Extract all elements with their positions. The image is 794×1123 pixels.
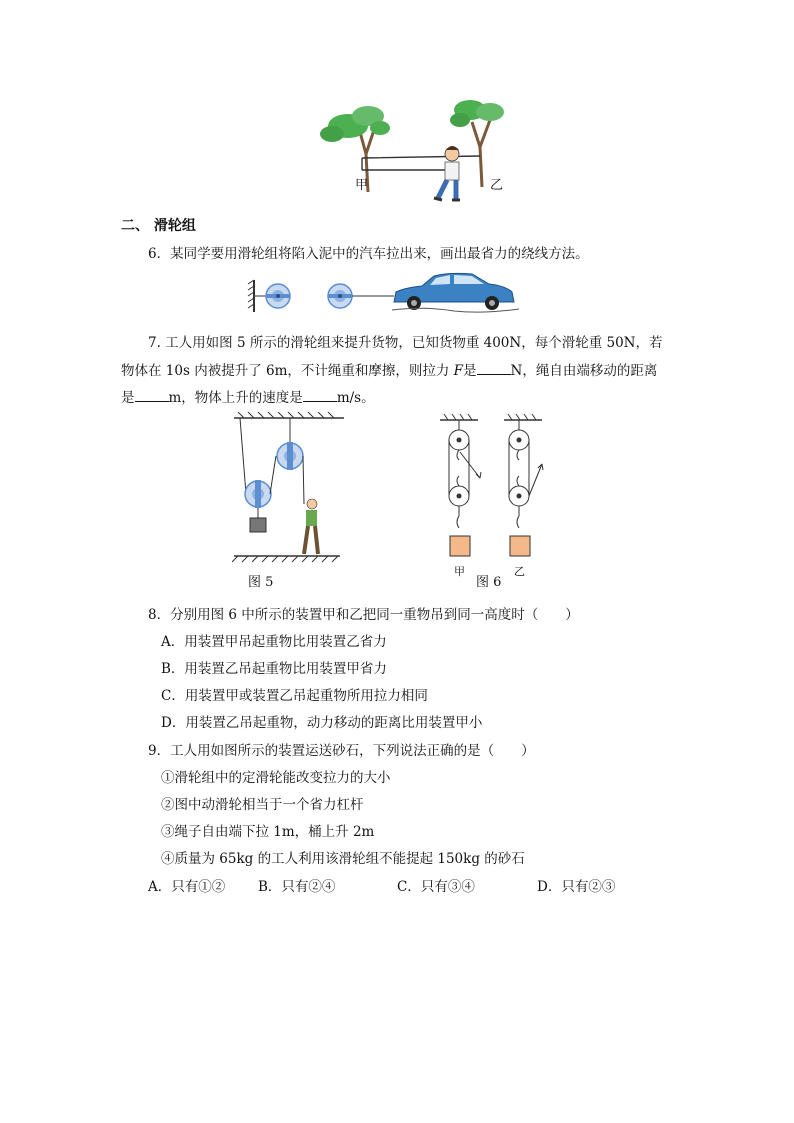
q7-line2-c: N，绳自由端移动的距离 bbox=[510, 363, 658, 379]
car bbox=[392, 273, 519, 312]
fig6-caption: 图 6 bbox=[476, 575, 502, 590]
fig5-caption: 图 5 bbox=[248, 575, 274, 590]
label-jia-top: 甲 bbox=[355, 178, 369, 193]
q9-option-d[interactable]: D．只有②③ bbox=[537, 879, 616, 895]
rope bbox=[362, 156, 480, 170]
q7-line2 bbox=[121, 360, 657, 381]
q7-blank-force[interactable] bbox=[477, 360, 511, 375]
q9-statement-3: ③绳子自由端下拉 1m，桶上升 2m bbox=[161, 824, 375, 840]
q8-stem: 8．分别用图 6 中所示的装置甲和乙把同一重物吊到同一高度时（ ） bbox=[148, 607, 579, 623]
q7-line3-a: 是 bbox=[121, 390, 135, 406]
q9-stem: 9．工人用如图所示的装置运送砂石，下列说法正确的是（ ） bbox=[148, 743, 535, 759]
label-yi-top: 乙 bbox=[490, 178, 504, 193]
q7-var-F: F bbox=[453, 363, 464, 379]
wall bbox=[248, 280, 254, 312]
fig6-device-jia bbox=[440, 414, 481, 528]
q9-option-c[interactable]: C．只有③④ bbox=[397, 879, 475, 895]
q7-line2-a: 物体在 10s 内被提升了 6m，不计绳重和摩擦，则拉力 bbox=[121, 363, 450, 379]
q6-text: 6．某同学要用滑轮组将陷入泥中的汽车拉出来，画出最省力的绕线方法。 bbox=[148, 246, 589, 262]
person-figure bbox=[434, 146, 460, 200]
q9-statement-1: ①滑轮组中的定滑轮能改变拉力的大小 bbox=[161, 770, 391, 786]
fixed-pulley bbox=[266, 284, 290, 308]
fig6-device-yi bbox=[504, 414, 543, 528]
q7-line3 bbox=[121, 387, 375, 408]
q9-statement-2: ②图中动滑轮相当于一个省力杠杆 bbox=[161, 797, 364, 813]
figure-6 bbox=[430, 412, 560, 592]
movable-pulley bbox=[328, 284, 352, 308]
car-pulley-figure bbox=[244, 270, 544, 320]
q9-option-b[interactable]: B．只有②④ bbox=[258, 879, 336, 895]
figure-5 bbox=[232, 412, 347, 592]
fig5-worker bbox=[304, 499, 318, 554]
fig5-movable-pulley bbox=[245, 480, 271, 508]
q7-line1: 7. 工人用如图 5 所示的滑轮组来提升货物，已知货物重 400N，每个滑轮重 50N，若 bbox=[148, 335, 663, 351]
q8-option-d[interactable]: D．用装置乙吊起重物，动力移动的距离比用装置甲小 bbox=[161, 715, 483, 731]
fig5-fixed-pulley bbox=[277, 442, 303, 470]
q8-option-a[interactable]: A．用装置甲吊起重物比用装置乙省力 bbox=[161, 634, 387, 650]
fig6-box-yi bbox=[510, 536, 530, 556]
q7-blank-speed[interactable] bbox=[303, 387, 337, 402]
q8-option-c[interactable]: C．用装置甲或装置乙吊起重物所用拉力相同 bbox=[161, 688, 428, 704]
fig6-box-jia bbox=[450, 536, 470, 556]
q7-line2-b: 是 bbox=[463, 363, 477, 379]
q7-line3-c: m/s。 bbox=[336, 390, 375, 406]
trees-rope-figure bbox=[310, 92, 520, 207]
q7-line3-b: m，物体上升的速度是 bbox=[168, 390, 303, 406]
q8-option-b[interactable]: B．用装置乙吊起重物比用装置甲省力 bbox=[161, 661, 387, 677]
q7-blank-distance[interactable] bbox=[135, 387, 169, 402]
fig6-label-jia: 甲 bbox=[454, 565, 465, 578]
q9-statement-4: ④质量为 65kg 的工人利用该滑轮组不能提起 150kg 的砂石 bbox=[161, 851, 525, 867]
fig6-label-yi: 乙 bbox=[514, 565, 525, 578]
q9-option-a[interactable]: A．只有①② bbox=[148, 879, 226, 895]
section-heading: 二、 滑轮组 bbox=[121, 218, 196, 234]
